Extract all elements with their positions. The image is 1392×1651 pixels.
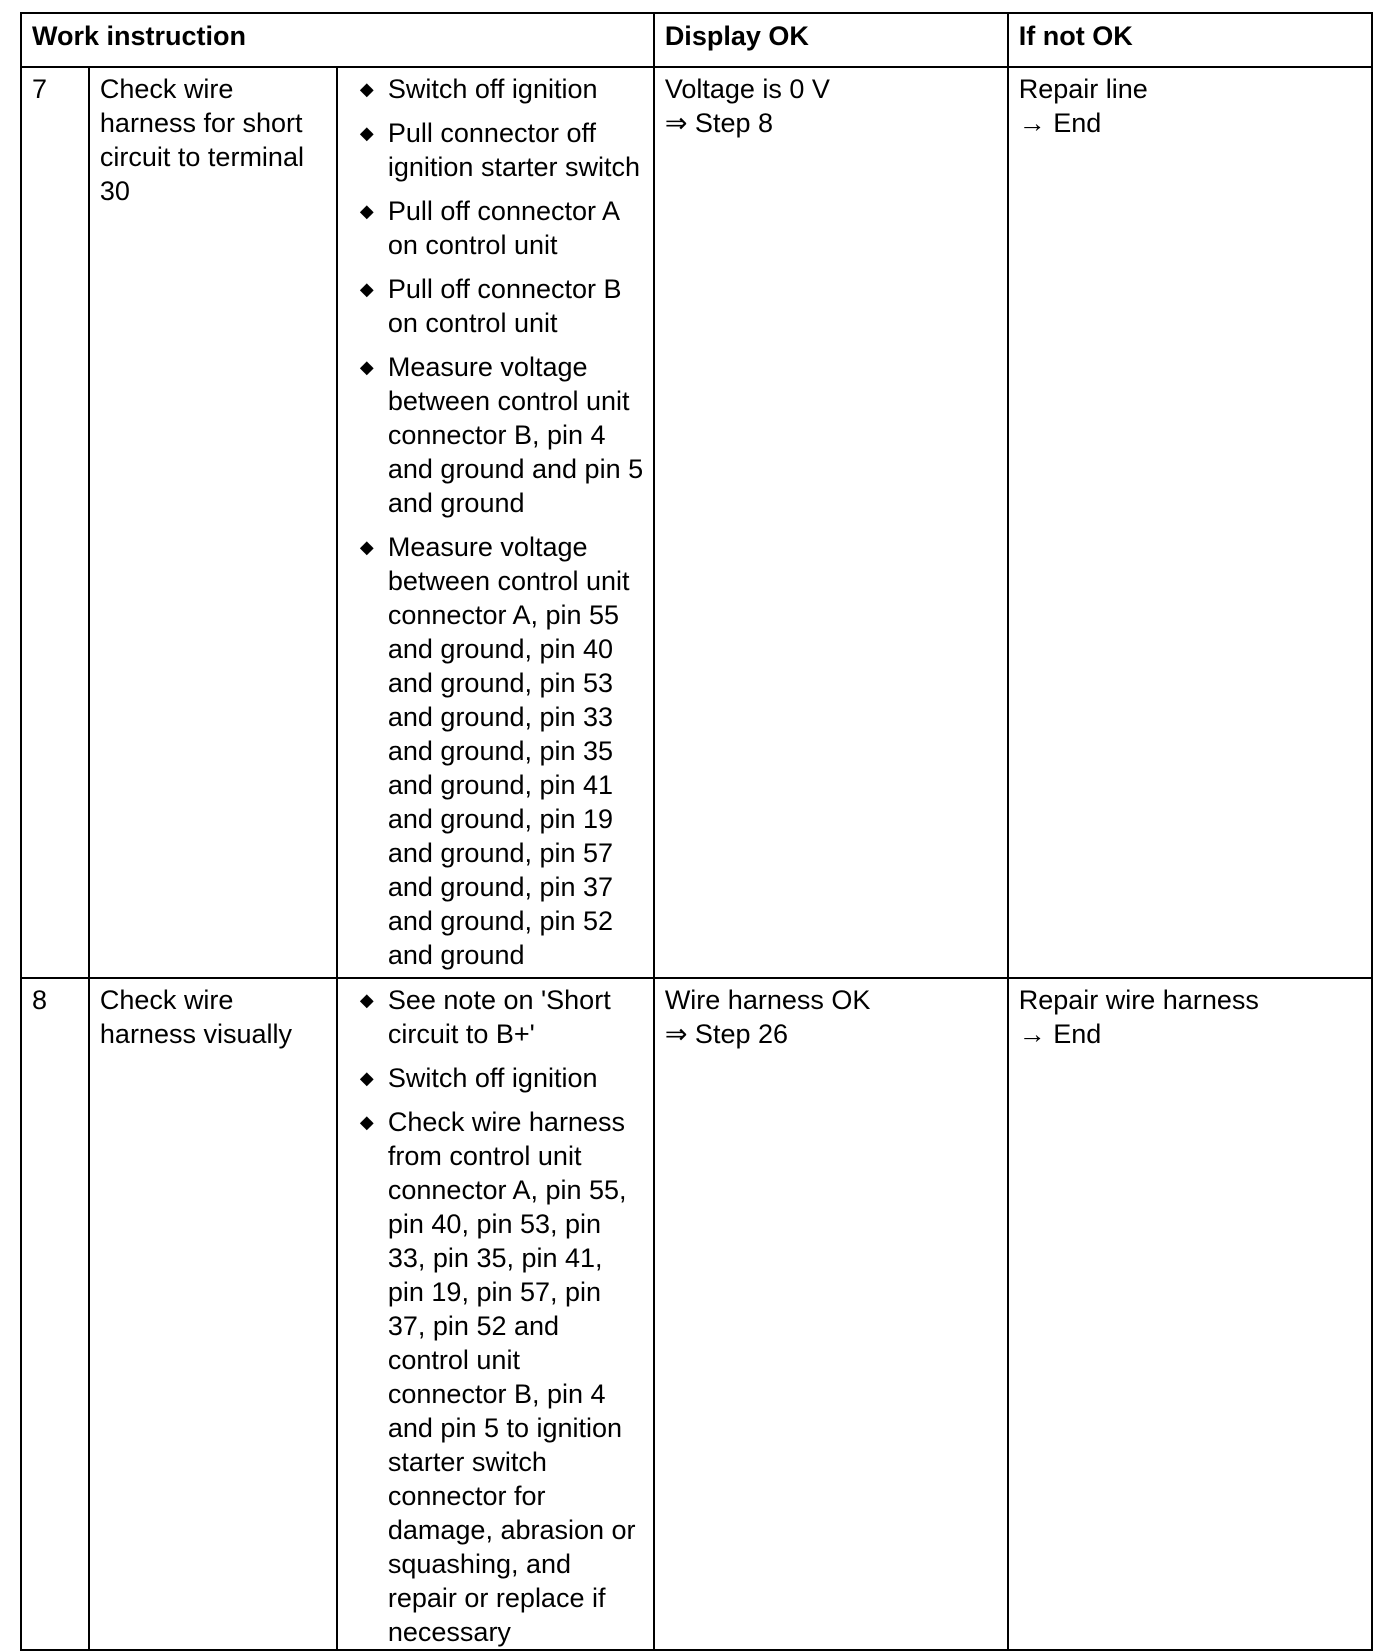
if-not-ok-next-step: → End (1018, 108, 1102, 138)
diamond-bullet-icon: ◆ (359, 123, 374, 143)
if-not-ok-cell (1008, 978, 1372, 1650)
action-item: ◆ Pull off connector A on control unit (359, 196, 619, 260)
work-instruction-table (20, 12, 1373, 1651)
diamond-bullet-icon: ◆ (359, 1068, 374, 1088)
display-ok-result: Wire harness OK (664, 985, 871, 1015)
if-not-ok-next-step: → End (1018, 1019, 1102, 1049)
display-ok-next-step: ⇒ Step 8 (664, 108, 773, 138)
if-not-ok-action: Repair line (1018, 74, 1148, 104)
action-item: ◆ Pull off connector B on control unit (359, 274, 622, 338)
display-ok-cell (654, 978, 1008, 1650)
if-not-ok-header: If not OK (1008, 13, 1372, 67)
action-item: ◆ Check wire harness from control unit connector A, pin 55, pin 40, pin 53, pin 33, pin 35, pin 41, pin 19, pin 57, pin 37, pin 52 and control unit connector B, pin 4 and pin 5 to ignition starter switch connector for damage, abrasion or squashing, and repair or replace if necessary (359, 1107, 636, 1647)
diamond-bullet-icon: ◆ (359, 537, 374, 557)
diamond-bullet-icon: ◆ (359, 990, 374, 1010)
step-actions (337, 67, 654, 978)
diamond-bullet-icon: ◆ (359, 1112, 374, 1132)
action-item: ◆ Switch off ignition (359, 1063, 598, 1093)
action-item: ◆ See note on 'Short circuit to B+' (359, 985, 611, 1049)
action-item: ◆ Measure voltage between control unit connector A, pin 55 and ground, pin 40 and ground, pin 53 and ground, pin 33 and ground, pin 35 and ground, pin 41 and ground, pin 19 and ground, pin 57 and ground, pin 37 and ground, pin 52 and ground (359, 532, 630, 970)
diamond-bullet-icon: ◆ (359, 201, 374, 221)
work-instruction-header: Work instruction (21, 13, 654, 67)
step-row (21, 978, 1372, 1650)
diamond-bullet-icon: ◆ (359, 79, 374, 99)
step-title: Check wire harness visually (89, 978, 337, 1650)
if-not-ok-action: Repair wire harness (1018, 985, 1259, 1015)
display-ok-result: Voltage is 0 V (664, 74, 830, 104)
step-title: Check wire harness for short circuit to terminal 30 (89, 67, 337, 978)
diamond-bullet-icon: ◆ (359, 357, 374, 377)
table-header-row (21, 13, 1372, 67)
step-row (21, 67, 1372, 978)
action-item: ◆ Pull connector off ignition starter switch (359, 118, 640, 182)
action-item: ◆ Switch off ignition (359, 74, 598, 104)
step-number: 8 (21, 978, 89, 1650)
display-ok-next-step: ⇒ Step 26 (664, 1019, 789, 1049)
if-not-ok-cell (1008, 67, 1372, 978)
display-ok-header: Display OK (654, 13, 1008, 67)
step-number: 7 (21, 67, 89, 978)
diamond-bullet-icon: ◆ (359, 279, 374, 299)
action-item: ◆ Measure voltage between control unit connector B, pin 4 and ground and pin 5 and ground (359, 352, 644, 518)
display-ok-cell (654, 67, 1008, 978)
step-actions (337, 978, 654, 1650)
